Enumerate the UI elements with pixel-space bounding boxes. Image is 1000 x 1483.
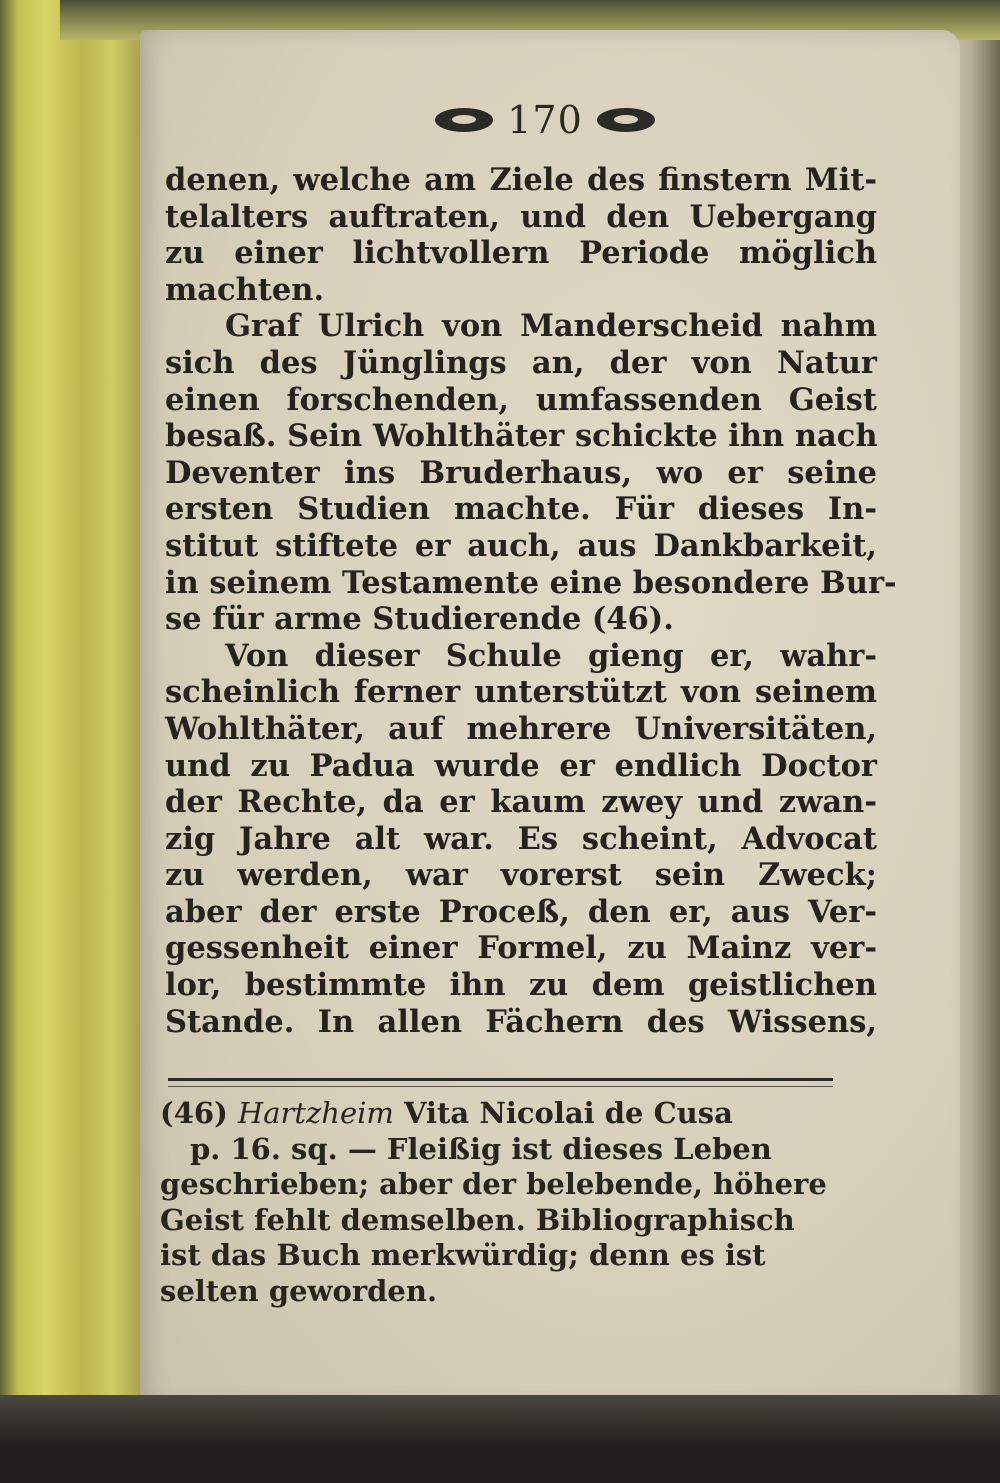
- background-shadow: [0, 1395, 1000, 1483]
- footnote-line: Geist fehlt demselben. Bibliographisch: [160, 1202, 795, 1237]
- footnote-author: Hartzheim: [237, 1096, 394, 1130]
- text-line: machten.: [165, 271, 325, 308]
- text-line: ersten Studien machte. Für dieses In-: [165, 491, 877, 528]
- text-line: der Rechte, da er kaum zwey und zwan-: [165, 784, 877, 821]
- text-line: zu werden, war vorerst sein Zweck;: [165, 857, 877, 894]
- text-line: denen, welche am Ziele des finstern Mit-: [165, 162, 877, 198]
- text-line: besaß. Sein Wohlthäter schickte ihn nach: [165, 418, 878, 455]
- text-line: telalters auftraten, und den Uebergang: [165, 198, 877, 235]
- footnote-divider: [168, 1078, 833, 1081]
- text-line: Graf Ulrich von Manderscheid nahm: [225, 308, 877, 345]
- ornament-right-icon: [597, 108, 655, 132]
- text-line: sich des Jünglings an, der von Natur: [165, 344, 877, 381]
- text-line: Stande. In allen Fächern des Wissens,: [165, 1003, 877, 1040]
- footnote-line: selten geworden.: [160, 1273, 438, 1308]
- text-line: und zu Padua wurde er endlich Doctor: [165, 747, 877, 784]
- text-line: Deventer ins Bruderhaus, wo er seine: [165, 454, 877, 491]
- footnote-line: ist das Buch merkwürdig; denn es ist: [160, 1238, 766, 1272]
- main-text: [165, 162, 897, 1040]
- footnote-number: (46): [160, 1096, 228, 1130]
- text-line: stitut stiftete er auch, aus Dankbarkeit,: [165, 527, 877, 564]
- text-line: scheinlich ferner unterstützt von seinem: [165, 674, 877, 711]
- ornament-left-icon: [435, 108, 493, 132]
- page-header: [430, 95, 660, 145]
- footnote-line: p. 16. sq. — Fleißig ist dieses Leben: [190, 1131, 772, 1166]
- text-line: se für arme Studierende (46).: [165, 601, 674, 638]
- footnote-title: Vita Nicolai de Cusa: [404, 1096, 733, 1130]
- footnote-line: geschrieben; aber der belebende, höhere: [160, 1167, 827, 1201]
- footnote: [160, 1096, 880, 1309]
- text-line: lor, bestimmte ihn zu dem geistlichen: [165, 967, 877, 1004]
- text-line: einen forschenden, umfassenden Geist: [165, 381, 877, 418]
- footnote-first-line: [160, 1096, 880, 1132]
- text-line: in seinem Testamente eine besondere Bur-: [165, 564, 897, 601]
- text-line: gessenheit einer Formel, zu Mainz ver-: [165, 930, 877, 967]
- text-line: Wohlthäter, auf mehrere Universitäten,: [165, 710, 877, 747]
- page-edges-left: [0, 0, 150, 1400]
- text-line: zig Jahre alt war. Es scheint, Advocat: [165, 820, 877, 857]
- text-line: Von dieser Schule gieng er, wahr-: [225, 637, 877, 674]
- page-number: 170: [507, 98, 583, 142]
- footnote-divider-thin: [168, 1086, 833, 1087]
- text-line: aber der erste Proceß, den er, aus Ver-: [165, 893, 877, 930]
- text-line: zu einer lichtvollern Periode möglich: [165, 235, 877, 272]
